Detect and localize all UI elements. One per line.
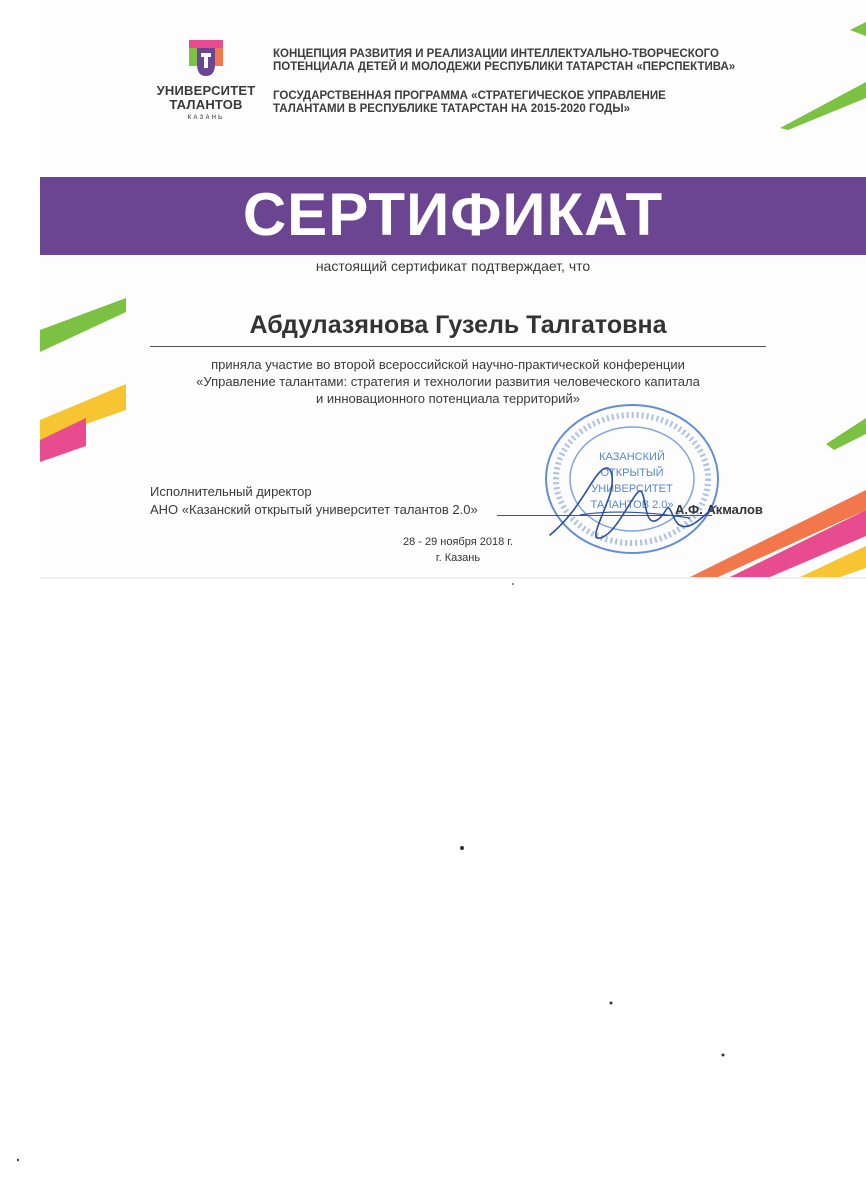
stamp-line-3: УНИВЕРСИТЕТ: [591, 483, 673, 495]
recipient-name: Абдулазянова Гузель Талгатовна: [150, 311, 766, 347]
program-state-line-1: ГОСУДАРСТВЕННАЯ ПРОГРАММА «СТРАТЕГИЧЕСКОЕ УПРАВЛЕНИЕ: [273, 90, 666, 102]
stamp-line-4: ТАЛАНТОВ 2.0»: [590, 499, 674, 511]
stamp-line-2: ОТКРЫТЫЙ: [600, 467, 664, 479]
participation-line-1: приняла участие во второй всероссийской научно-практической конференции: [211, 357, 685, 372]
program-state: [273, 90, 833, 116]
confirm-text: настоящий сертификат подтверждает, что: [315, 258, 591, 274]
program-concept-line-1: КОНЦЕПЦИЯ РАЗВИТИЯ И РЕАЛИЗАЦИИ ИНТЕЛЛЕКТУАЛЬНО-ТВОРЧЕСКОГО: [273, 48, 719, 60]
program-concept: [273, 48, 833, 74]
event-city: г. Казань: [435, 552, 481, 564]
director-organization: АНО «Казанский открытый университет талантов 2.0»: [150, 502, 478, 517]
event-date: 28 - 29 ноября 2018 г.: [402, 536, 513, 548]
stamp-line-1: КАЗАНСКИЙ: [599, 451, 665, 463]
program-state-line-2: ТАЛАНТАМИ В РЕСПУБЛИКЕ ТАТАРСТАН НА 2015-2020 ГОДЫ»: [273, 103, 630, 115]
talent-university-logo-icon: [189, 40, 223, 80]
signer-name: А.Ф. Акмалов: [675, 502, 763, 517]
paper-edge: [40, 577, 866, 579]
university-logo: [146, 40, 266, 121]
title-band: [40, 177, 866, 255]
logo-line-2: ТАЛАНТОВ: [169, 97, 243, 112]
logo-city: КАЗАНЬ: [187, 115, 225, 121]
director-role: Исполнительный директор: [150, 484, 312, 499]
certificate: [40, 0, 866, 577]
participation-line-2: «Управление талантами: стратегия и технологии развития человеческого капитала: [196, 374, 700, 389]
logo-line-1: УНИВЕРСИТЕТ: [156, 83, 256, 98]
certificate-title: СЕРТИФИКАТ: [242, 181, 664, 248]
program-concept-line-2: ПОТЕНЦИАЛА ДЕТЕЙ И МОЛОДЕЖИ РЕСПУБЛИКИ ТАТАРСТАН «ПЕРСПЕКТИВА»: [273, 61, 736, 73]
participation-line-3: и инновационного потенциала территорий»: [316, 391, 580, 406]
